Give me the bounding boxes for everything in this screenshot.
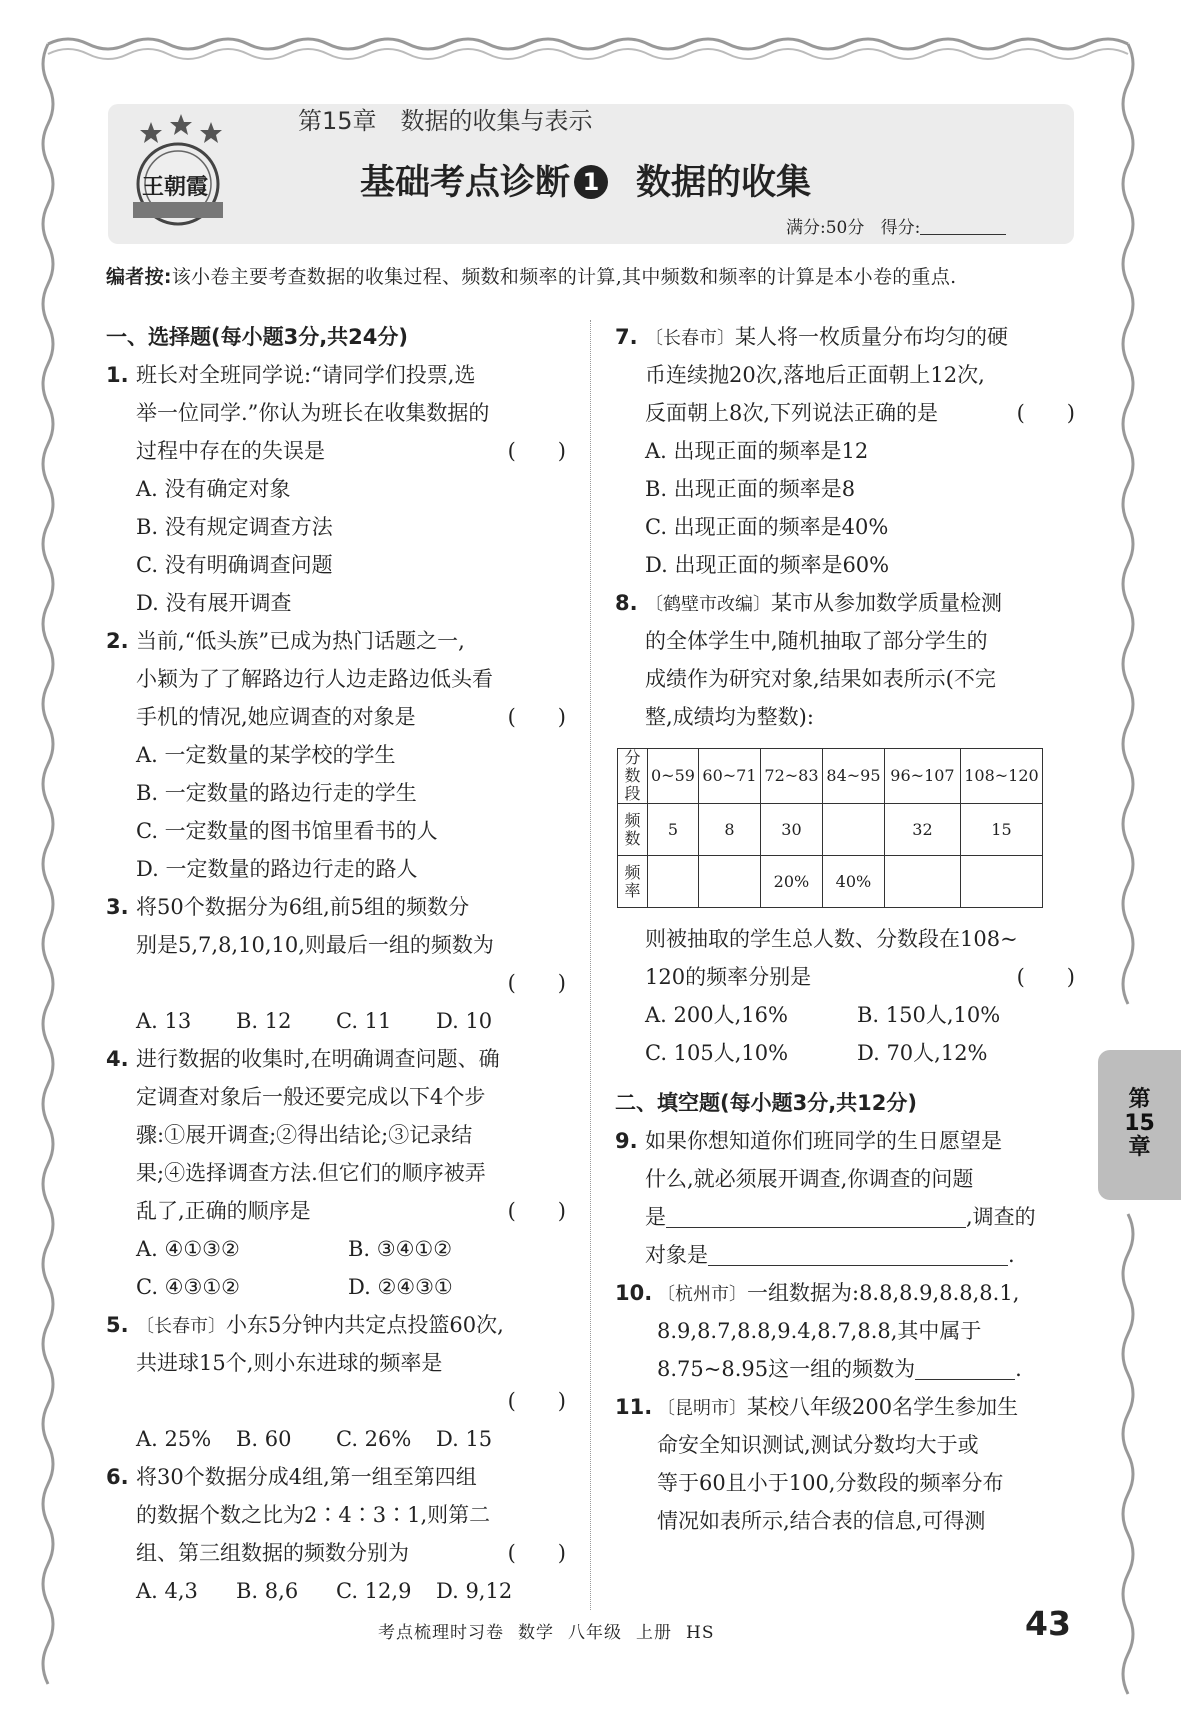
- option: D. 15: [436, 1427, 493, 1451]
- table-cell: 20%: [760, 856, 822, 908]
- title-number-badge: 1: [574, 165, 608, 199]
- question-4: 4. 进行数据的收集时,在明确调查问题、确 定调查对象后一般还要完成以下4个步 骤:①展开调查;②得出结论;③记录结 果;④选择调查方法.但它们的顺序被弄 乱了,正确的顺序是 ( ): [106, 1040, 566, 1230]
- option: B. 60: [236, 1427, 292, 1451]
- options-row: [106, 1230, 566, 1268]
- section-choice-title: 一、选择题(每小题3分,共24分): [106, 325, 409, 349]
- answer-paren[interactable]: ( ): [507, 1199, 566, 1223]
- question-6: 6. 将30个数据分成4组,第一组至第四组 的数据个数之比为2∶4∶3∶1,则第二 组、第三组数据的频数分别为 ( ): [106, 1458, 566, 1572]
- option: B. 150人,10%: [857, 1003, 1001, 1027]
- row-header: 频数: [618, 804, 648, 856]
- answer-paren[interactable]: ( ): [1016, 401, 1075, 425]
- editor-note: 编者按:该小卷主要考查数据的收集过程、频数和频率的计算,其中频数和频率的计算是本小卷的重点.: [106, 266, 957, 288]
- table-cell: 30: [760, 804, 822, 856]
- score-frequency-table: [617, 748, 1043, 908]
- score-line: 满分:50分 得分:: [786, 213, 1006, 238]
- publisher-logo: [128, 112, 228, 237]
- answer-paren[interactable]: ( ): [507, 1389, 566, 1413]
- table-cell: [698, 856, 760, 908]
- option: A. 4,3: [136, 1579, 198, 1603]
- question-10: 10. 〔杭州市〕一组数据为:8.8,8.9,8.8,8.1, 8.9,8.7,8.8,9.4,8.7,8.8,其中属于 8.75~8.95这一组的频数为 .: [615, 1281, 1022, 1381]
- option: C. 出现正面的频率是40%: [645, 515, 889, 539]
- option: C. 105人,10%: [645, 1041, 789, 1065]
- question-8: 8. 〔鹤壁市改编〕某市从参加数学质量检测 的全体学生中,随机抽取了部分学生的 成绩作为研究对象,结果如表所示(不完 整,成绩均为整数):: [615, 591, 1002, 729]
- table-cell: 40%: [822, 856, 884, 908]
- table-cell: [884, 856, 960, 908]
- options-row: [106, 1268, 566, 1306]
- row-header: 频率: [618, 856, 648, 908]
- column-header: 0~59: [648, 749, 699, 804]
- right-column: [615, 318, 1075, 1540]
- question-7: 7. 〔长春市〕某人将一枚质量分布均匀的硬 币连续抛20次,落地后正面朝上12次, 反面朝上8次,下列说法正确的是 ( ): [615, 318, 1075, 432]
- answer-paren[interactable]: ( ): [507, 971, 566, 995]
- table-row: [618, 856, 1043, 908]
- options-row: [615, 1034, 1075, 1072]
- options-row: [106, 1002, 566, 1040]
- option: C. 11: [336, 1009, 392, 1033]
- section-fill-title: 二、填空题(每小题3分,共12分): [615, 1091, 918, 1115]
- answer-paren[interactable]: ( ): [507, 1541, 566, 1565]
- question-8-continued: 则被抽取的学生总人数、分数段在108~ 120的频率分别是 ( ): [615, 920, 1075, 996]
- option: C. 26%: [336, 1427, 412, 1451]
- option: A. 一定数量的某学校的学生: [136, 743, 396, 767]
- page-title: 基础考点诊断 1 数据的收集: [360, 163, 812, 203]
- column-header: 96~107: [884, 749, 960, 804]
- logo-text: 王朝霞: [142, 174, 209, 200]
- option: C. 一定数量的图书馆里看书的人: [136, 819, 438, 843]
- answer-paren[interactable]: ( ): [1016, 965, 1075, 989]
- table-cell: 5: [648, 804, 699, 856]
- score-blank[interactable]: [920, 219, 1006, 235]
- table-cell: 15: [960, 804, 1042, 856]
- option: D. 10: [436, 1009, 493, 1033]
- option: D. 没有展开调查: [136, 591, 292, 615]
- options-row: [106, 1420, 566, 1458]
- option: A. ④①③②: [136, 1237, 240, 1261]
- option: D. 70人,12%: [857, 1041, 988, 1065]
- option: B. ③④①②: [348, 1237, 453, 1261]
- answer-paren[interactable]: ( ): [507, 705, 566, 729]
- table-row: [618, 804, 1043, 856]
- table-cell: [960, 856, 1042, 908]
- option: B. 没有规定调查方法: [136, 515, 333, 539]
- option: D. ②④③①: [348, 1275, 453, 1299]
- answer-paren[interactable]: ( ): [507, 439, 566, 463]
- option: C. 12,9: [336, 1579, 412, 1603]
- question-3: 3. 将50个数据分为6组,前5组的频数分 别是5,7,8,10,10,则最后一组的频数为 ( ): [106, 888, 566, 1002]
- options-row: [615, 996, 1075, 1034]
- table-cell: [822, 804, 884, 856]
- chapter-label: 第15章 数据的收集与表示: [298, 107, 593, 135]
- option: B. 出现正面的频率是8: [645, 477, 856, 501]
- row-header: 分数段: [618, 749, 648, 804]
- column-header: 72~83: [760, 749, 822, 804]
- answer-blank[interactable]: [666, 1202, 966, 1228]
- table-cell: 8: [698, 804, 760, 856]
- option: D. 一定数量的路边行走的路人: [136, 857, 418, 881]
- option: A. 出现正面的频率是12: [645, 439, 869, 463]
- question-11: 11. 〔昆明市〕某校八年级200名学生参加生 命安全知识测试,测试分数均大于或 等于60且小于100,分数段的频率分布 情况如表所示,结合表的信息,可得测: [615, 1395, 1019, 1533]
- table-row: [618, 749, 1043, 804]
- question-1: 1. 班长对全班同学说:“请同学们投票,选 举一位同学.”你认为班长在收集数据的 过程中存在的失误是 ( ): [106, 356, 566, 470]
- question-5: 5. 〔长春市〕小东5分钟内共定点投篮60次, 共进球15个,则小东进球的频率是 ( ): [106, 1306, 566, 1420]
- column-header: 108~120: [960, 749, 1042, 804]
- footer: 考点梳理时习卷 数学 八年级 上册 HS: [378, 1623, 715, 1643]
- options-row: [106, 1572, 566, 1610]
- option: A. 25%: [136, 1427, 212, 1451]
- question-9: 9. 如果你想知道你们班同学的生日愿望是 什么,就必须展开调查,你调查的问题 是 ,调查的 对象是 .: [615, 1129, 1036, 1267]
- option: D. 出现正面的频率是60%: [645, 553, 890, 577]
- option: C. ④③①②: [136, 1275, 240, 1299]
- column-divider: [590, 320, 591, 1610]
- option: B. 12: [236, 1009, 292, 1033]
- answer-blank[interactable]: [708, 1240, 1008, 1266]
- table-cell: 32: [884, 804, 960, 856]
- option: B. 一定数量的路边行走的学生: [136, 781, 417, 805]
- option: D. 9,12: [436, 1579, 513, 1603]
- option: A. 200人,16%: [645, 1003, 788, 1027]
- option: A. 没有确定对象: [136, 477, 291, 501]
- option: C. 没有明确调查问题: [136, 553, 333, 577]
- column-header: 60~71: [698, 749, 760, 804]
- option: B. 8,6: [236, 1579, 299, 1603]
- page-number: 43: [1025, 1604, 1071, 1643]
- option: A. 13: [136, 1009, 192, 1033]
- answer-blank[interactable]: [915, 1354, 1015, 1380]
- left-column: [106, 318, 566, 1610]
- chapter-side-tab[interactable]: 第 15 章: [1098, 1050, 1181, 1200]
- column-header: 84~95: [822, 749, 884, 804]
- question-2: 2. 当前,“低头族”已成为热门话题之一, 小颖为了了解路边行人边走路边低头看 手机的情况,她应调查的对象是 ( ): [106, 622, 566, 736]
- table-cell: [648, 856, 699, 908]
